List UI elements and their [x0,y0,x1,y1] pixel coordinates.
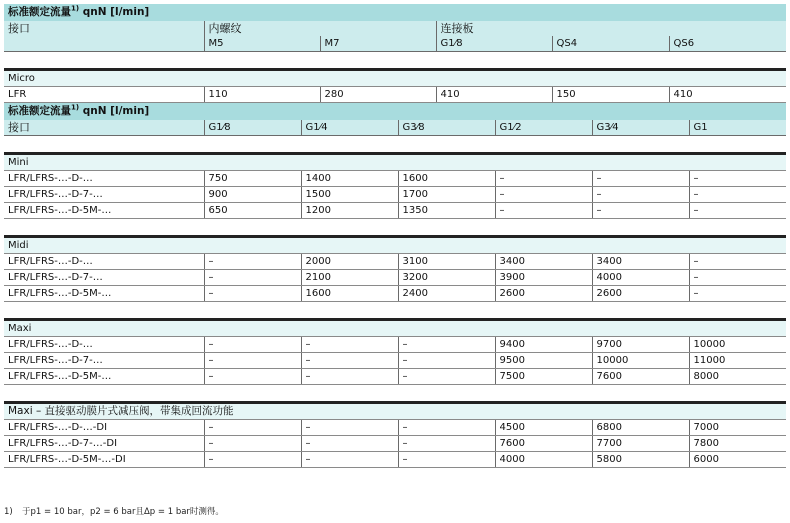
table-cell: – [592,187,689,203]
table-cell: 1200 [301,203,398,219]
table-title: 标准额定流量$^{1)}$ qnN [l/min] [4,103,786,120]
column-header: G3⁄8 [398,120,495,136]
table-title-row [4,4,786,21]
flow-table-micro [4,4,786,103]
footnote [4,505,224,517]
table-cell: 2400 [398,286,495,302]
table-cell: 280 [320,87,436,103]
table-row [4,369,786,385]
column-header-row [4,120,786,136]
table-cell: 150 [552,87,669,103]
table-cell: 3400 [592,254,689,270]
row-label: LFR/LFRS-…-D-7-…-DI [4,436,204,452]
table-cell: 3200 [398,270,495,286]
table-cell: 1350 [398,203,495,219]
section-row-micro [4,70,786,87]
table-cell: 2600 [592,286,689,302]
table-cell: – [301,369,398,385]
group-header-connection-plate: 连接板 [436,21,786,36]
table-cell: – [689,270,786,286]
section-label: Micro [4,70,786,87]
table-cell: – [204,420,301,436]
table-cell: 11000 [689,353,786,369]
table-cell: 2600 [495,286,592,302]
table-cell: 1600 [301,286,398,302]
column-header: G1⁄8 [436,36,552,52]
table-cell: 1700 [398,187,495,203]
spacer-row [4,385,786,403]
table-cell: – [204,337,301,353]
row-label: LFR/LFRS-…-D-7-… [4,270,204,286]
column-header: G1 [689,120,786,136]
column-header: G1⁄4 [301,120,398,136]
column-header: M5 [204,36,320,52]
table-cell: – [301,452,398,468]
row-label: LFR/LFRS-…-D-7-… [4,187,204,203]
row-label: LFR/LFRS-…-D-5M-… [4,369,204,385]
row-label: LFR/LFRS-…-D-5M-…-DI [4,452,204,468]
table-cell: – [495,171,592,187]
table-cell: 110 [204,87,320,103]
column-header-row [4,36,786,52]
table-cell: 410 [436,87,552,103]
table-cell: – [204,254,301,270]
row-label: LFR/LFRS-…-D-… [4,171,204,187]
table-row [4,187,786,203]
row-label: LFR/LFRS-…-D-5M-… [4,203,204,219]
table-row [4,87,786,103]
column-header: G1⁄2 [495,120,592,136]
port-label: 接口 [4,21,204,36]
table-cell: 900 [204,187,301,203]
table-cell: – [204,353,301,369]
table-cell: 3400 [495,254,592,270]
table-title-row [4,103,786,120]
spacer-row [4,302,786,320]
column-header: M7 [320,36,436,52]
column-header: QS4 [552,36,669,52]
row-label: LFR/LFRS-…-D-… [4,337,204,353]
table-cell: – [495,187,592,203]
row-label: LFR/LFRS-…-D-…-DI [4,420,204,436]
table-cell: – [689,286,786,302]
row-label: LFR [4,87,204,103]
table-cell: 6800 [592,420,689,436]
section-label: Maxi [4,320,786,337]
table-title: 标准额定流量$^{1)}$ qnN [l/min] [4,4,786,21]
table-row [4,203,786,219]
table-cell: – [301,436,398,452]
table-cell: – [301,420,398,436]
table-cell: 4500 [495,420,592,436]
port-label: 接口 [4,120,204,136]
table-cell: 4000 [592,270,689,286]
footnote-text: 于p1 = 10 bar，p2 = 6 bar且Δp = 1 bar时测得。 [22,507,224,517]
column-header-empty [4,36,204,52]
table-cell: – [398,452,495,468]
table-cell: – [204,369,301,385]
footnote-mark: 1) [4,507,13,517]
spacer-row [4,136,786,154]
table-cell: 7700 [592,436,689,452]
table-row [4,353,786,369]
table-row [4,286,786,302]
table-row [4,420,786,436]
column-header: G1⁄8 [204,120,301,136]
table-cell: 6000 [689,452,786,468]
table-cell: 1600 [398,171,495,187]
row-label: LFR/LFRS-…-D-7-… [4,353,204,369]
group-header-row [4,21,786,36]
section-row-midi [4,237,786,254]
table-cell: 4000 [495,452,592,468]
table-cell: 9400 [495,337,592,353]
row-label: LFR/LFRS-…-D-… [4,254,204,270]
table-cell: 2000 [301,254,398,270]
table-cell: 7500 [495,369,592,385]
flow-table-mini-midi-maxi [4,103,786,468]
table-cell: 650 [204,203,301,219]
table-row [4,270,786,286]
table-row [4,452,786,468]
table-row [4,337,786,353]
table-cell: 3900 [495,270,592,286]
table-cell: 750 [204,171,301,187]
table-cell: 410 [669,87,786,103]
table-cell: – [689,203,786,219]
table-cell: – [398,420,495,436]
table-cell: 9500 [495,353,592,369]
section-label: Midi [4,237,786,254]
table-row [4,171,786,187]
column-header: G3⁄4 [592,120,689,136]
table-cell: 9700 [592,337,689,353]
table-row [4,254,786,270]
table-cell: – [204,270,301,286]
table-cell: – [301,353,398,369]
table-row [4,436,786,452]
group-header-internal-thread: 内螺纹 [204,21,436,36]
table-cell: – [204,452,301,468]
table-cell: – [689,254,786,270]
table-cell: – [592,203,689,219]
table-cell: 8000 [689,369,786,385]
table-cell: – [689,187,786,203]
table-cell: 2100 [301,270,398,286]
table-cell: – [204,436,301,452]
table-cell: – [495,203,592,219]
table-cell: – [398,369,495,385]
table-cell: 1500 [301,187,398,203]
table-cell: 10000 [689,337,786,353]
table-cell: 1400 [301,171,398,187]
section-row-mini [4,154,786,171]
table-cell: – [398,353,495,369]
section-row-maxi-di [4,403,786,420]
section-label: Mini [4,154,786,171]
table-cell: – [398,436,495,452]
table-cell: 7000 [689,420,786,436]
row-label: LFR/LFRS-…-D-5M-… [4,286,204,302]
section-row-maxi [4,320,786,337]
spacer-row [4,52,786,70]
table-cell: 5800 [592,452,689,468]
table-cell: 10000 [592,353,689,369]
table-cell: 7600 [592,369,689,385]
table-cell: – [204,286,301,302]
spacer-row [4,219,786,237]
table-cell: – [592,171,689,187]
column-header: QS6 [669,36,786,52]
table-cell: 7600 [495,436,592,452]
table-cell: 3100 [398,254,495,270]
table-cell: 7800 [689,436,786,452]
table-cell: – [689,171,786,187]
table-cell: – [398,337,495,353]
table-cell: – [301,337,398,353]
section-label: Maxi – 直接驱动膜片式减压阀，带集成回流功能 [4,403,786,420]
